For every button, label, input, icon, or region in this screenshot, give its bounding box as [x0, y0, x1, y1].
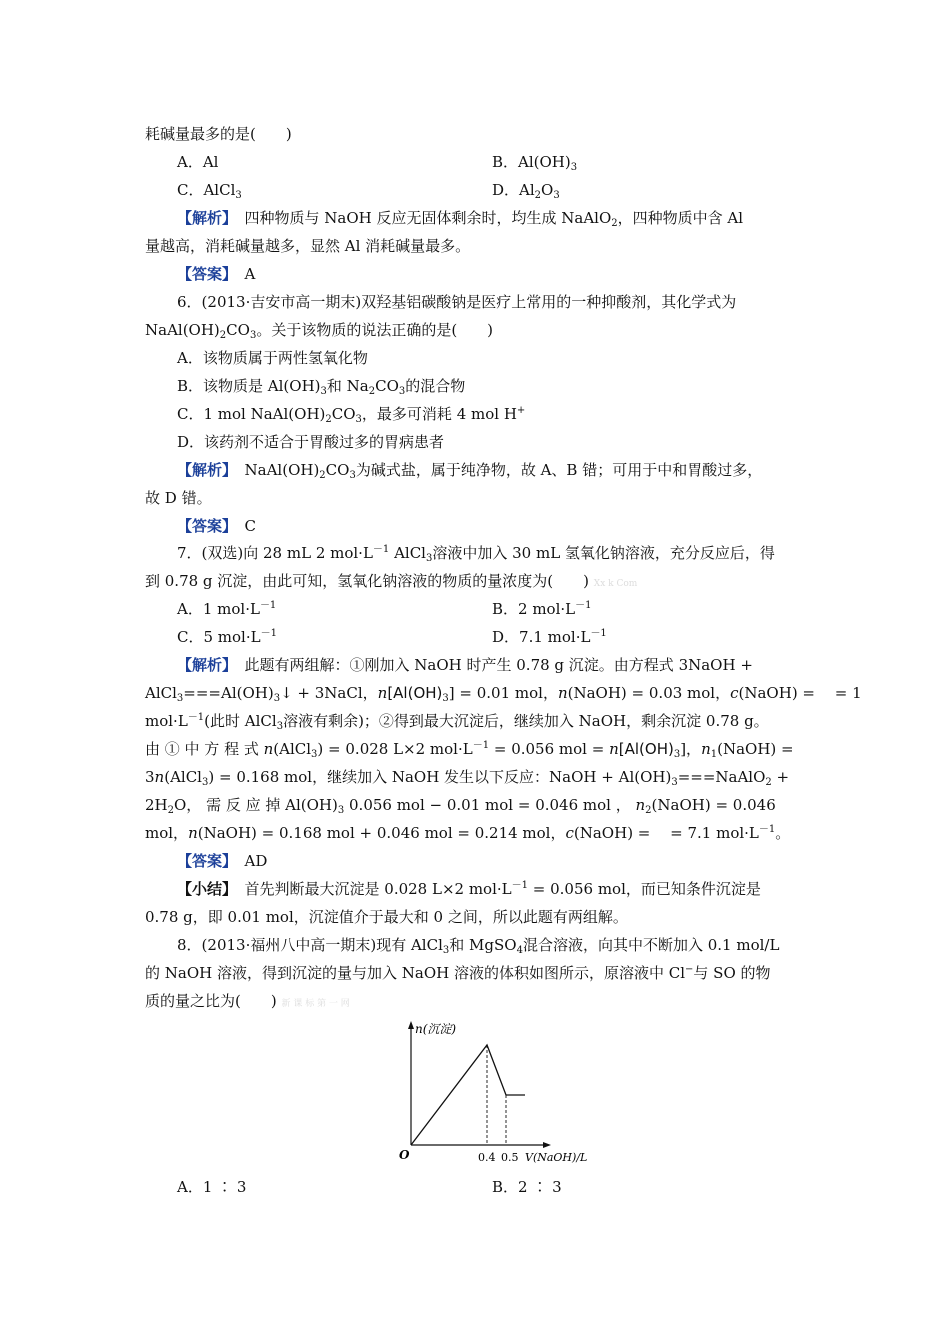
- q7-option-c: C．5 $mol\cdot L^{-1}$: [177, 628, 277, 646]
- q8-stem-line1: 8．(2013·福州八中高一期末)现有 AlCl$_3$和 MgSO$_4$混合溶液，向其中不断加入 0.1 mol/L: [177, 936, 780, 956]
- q7-option-b: B．2 $mol\cdot L^{-1}$: [492, 600, 592, 618]
- q6-answer: 【答案】 C: [177, 517, 256, 535]
- precipitate-line: [411, 1045, 525, 1145]
- y-axis-label: n(沉淀): [415, 1022, 457, 1036]
- origin-label: O: [399, 1148, 410, 1162]
- q8-option-a: A．1 ∶ 3: [177, 1178, 247, 1196]
- x-tick-label: 0.4: [478, 1151, 496, 1164]
- q7-analysis-line3: $mol\cdot L^{-1}$(此时 AlCl$_3$溶液有剩余)；②得到最大沉淀后，继续加入 NaOH，剩余沉淀 0.78 g。: [145, 712, 769, 732]
- q6-option-d: D．该药剂不适合于胃酸过多的胃病患者: [177, 433, 445, 451]
- q6-option-a: A．该物质属于两性氢氧化物: [177, 349, 368, 367]
- watermark-text: Xx k Com: [593, 579, 638, 589]
- q6-stem-line2: $NaAl(OH)_2CO_3$。关于该物质的说法正确的是( ): [145, 321, 494, 341]
- q5-options-cd: [177, 180, 797, 200]
- x-axis: [411, 1142, 551, 1148]
- q7-stem-line2: 到 0.78 g 沉淀，由此可知，氢氧化钠溶液的物质的量浓度为( ) Xx k Com: [145, 572, 638, 590]
- q7-analysis-line1: 【解析】 此题有两组解：①刚加入 NaOH 时产生 0.78 g 沉淀。由方程式 3NaOH +: [177, 656, 753, 674]
- q7-summary-line2: 0.78 g，即 0.01 mol，沉淀值介于最大和 0 之间，所以此题有两组解。: [145, 908, 628, 926]
- q7-analysis-line2: $AlCl_3===Al(OH)_3↓$ + 3NaCl，$n[Al(OH)_3] = 0.01$ mol，n(NaOH) = 0.03 mol，c(NaOH) = = 1: [145, 684, 862, 704]
- y-axis-arrow-icon: [408, 1021, 414, 1029]
- q8-options-ab: [177, 1177, 797, 1197]
- q7-answer: 【答案】 AD: [177, 852, 268, 870]
- q7-option-a: A．1 $mol\cdot L^{-1}$: [177, 600, 277, 618]
- q5-analysis-line2: 量越高，消耗碱量越多，显然 Al 消耗碱量最多。: [145, 237, 471, 255]
- y-axis: [408, 1021, 414, 1145]
- q7-analysis-line4: 由 ① 中 方 程 式 n(AlCl$_3$) = 0.028 L×2 $mol\cdot L^{-1} = 0.056$ mol = $n[Al(OH)_3]$，$n_1(NaOH)$ =: [145, 740, 794, 760]
- q5-options-ab: [177, 152, 797, 172]
- analysis-tag: 【解析】: [177, 209, 230, 227]
- q5-option-a: A．Al: [177, 153, 219, 171]
- q8-stem-line2: 的 NaOH 溶液，得到沉淀的量与加入 NaOH 溶液的体积如图所示，原溶液中 Cl−与 SO 的物: [145, 964, 771, 982]
- q5-stem-end: 耗碱量最多的是( ): [145, 125, 292, 143]
- q6-analysis-line2: 故 D 错。: [145, 489, 212, 507]
- watermark-text: 新 课 标 第 一 网: [281, 999, 350, 1009]
- q5-analysis-line1: 【解析】 四种物质与 NaOH 反应无固体剩余时，均生成 NaAlO$_2$，四种物质中含 Al: [177, 209, 744, 229]
- q7-analysis-line6: $2H_2O$， 需 反 应 掉 $Al(OH)_3$ 0.056 mol − 0.01 mol = 0.046 mol ， $n_2(NaOH) = 0.046$: [145, 796, 776, 816]
- q5-answer: 【答案】 A: [177, 265, 256, 283]
- q5-option-c: C．AlCl$_3$: [177, 181, 242, 201]
- q6-option-c: C．1 mol $NaAl(OH)_2CO_3$，最多可消耗 4 mol H+: [177, 405, 526, 425]
- q7-option-d: D．7.1 $mol\cdot L^{-1}$: [492, 628, 607, 646]
- x-axis-arrow-icon: [543, 1142, 551, 1148]
- x-axis-label: V(NaOH)/L: [525, 1151, 588, 1164]
- answer-tag: 【答案】: [177, 517, 230, 535]
- q5-option-d: D．$Al_2O_3$: [492, 181, 560, 201]
- q7-analysis-line5: 3n(AlCl$_3$) = 0.168 mol，继续加入 NaOH 发生以下反应：NaOH + $Al(OH)_3===NaAlO_2$ +: [145, 768, 790, 788]
- x-tick-label: 0.5: [501, 1151, 519, 1164]
- precipitate-chart: [395, 1015, 595, 1165]
- q6-analysis-line1: 【解析】 $NaAl(OH)_2CO_3$为碱式盐，属于纯净物，故 A、B 错；可用于中和胃酸过多，: [177, 461, 763, 481]
- q6-option-b: B．该物质是 $Al(OH)_3$和 $Na_2CO_3$的混合物: [177, 377, 466, 397]
- q6-stem-line1: 6．(2013·吉安市高一期末)双羟基铝碳酸钠是医疗上常用的一种抑酸剂，其化学式为: [177, 293, 737, 311]
- analysis-tag: 【解析】: [177, 656, 230, 674]
- answer-tag: 【答案】: [177, 265, 230, 283]
- q8-option-b: B．2 ∶ 3: [492, 1178, 562, 1196]
- q5-option-b: B．$Al(OH)_3$: [492, 153, 578, 173]
- answer-tag: 【答案】: [177, 852, 230, 870]
- summary-tag: 【小结】: [177, 880, 230, 898]
- q7-analysis-line7: mol，n(NaOH) = 0.168 mol + 0.046 mol = 0.214 mol，c(NaOH) = = 7.1 $mol\cdot L^{-1}$。: [145, 824, 791, 842]
- analysis-tag: 【解析】: [177, 461, 230, 479]
- q7-options-ab: [177, 599, 797, 619]
- q8-stem-line3: 质的量之比为( ) 新 课 标 第 一 网: [145, 992, 350, 1010]
- q7-summary-line1: 【小结】 首先判断最大沉淀是 0.028 L×2 $mol\cdot L^{-1} = 0.056$ mol，而已知条件沉淀是: [177, 880, 761, 898]
- q7-options-cd: [177, 627, 797, 647]
- q7-stem-line1: 7．(双选)向 28 mL 2 $mol\cdot L^{-1}$ AlCl$_3$溶液中加入 30 mL 氢氧化钠溶液，充分反应后，得: [177, 544, 775, 564]
